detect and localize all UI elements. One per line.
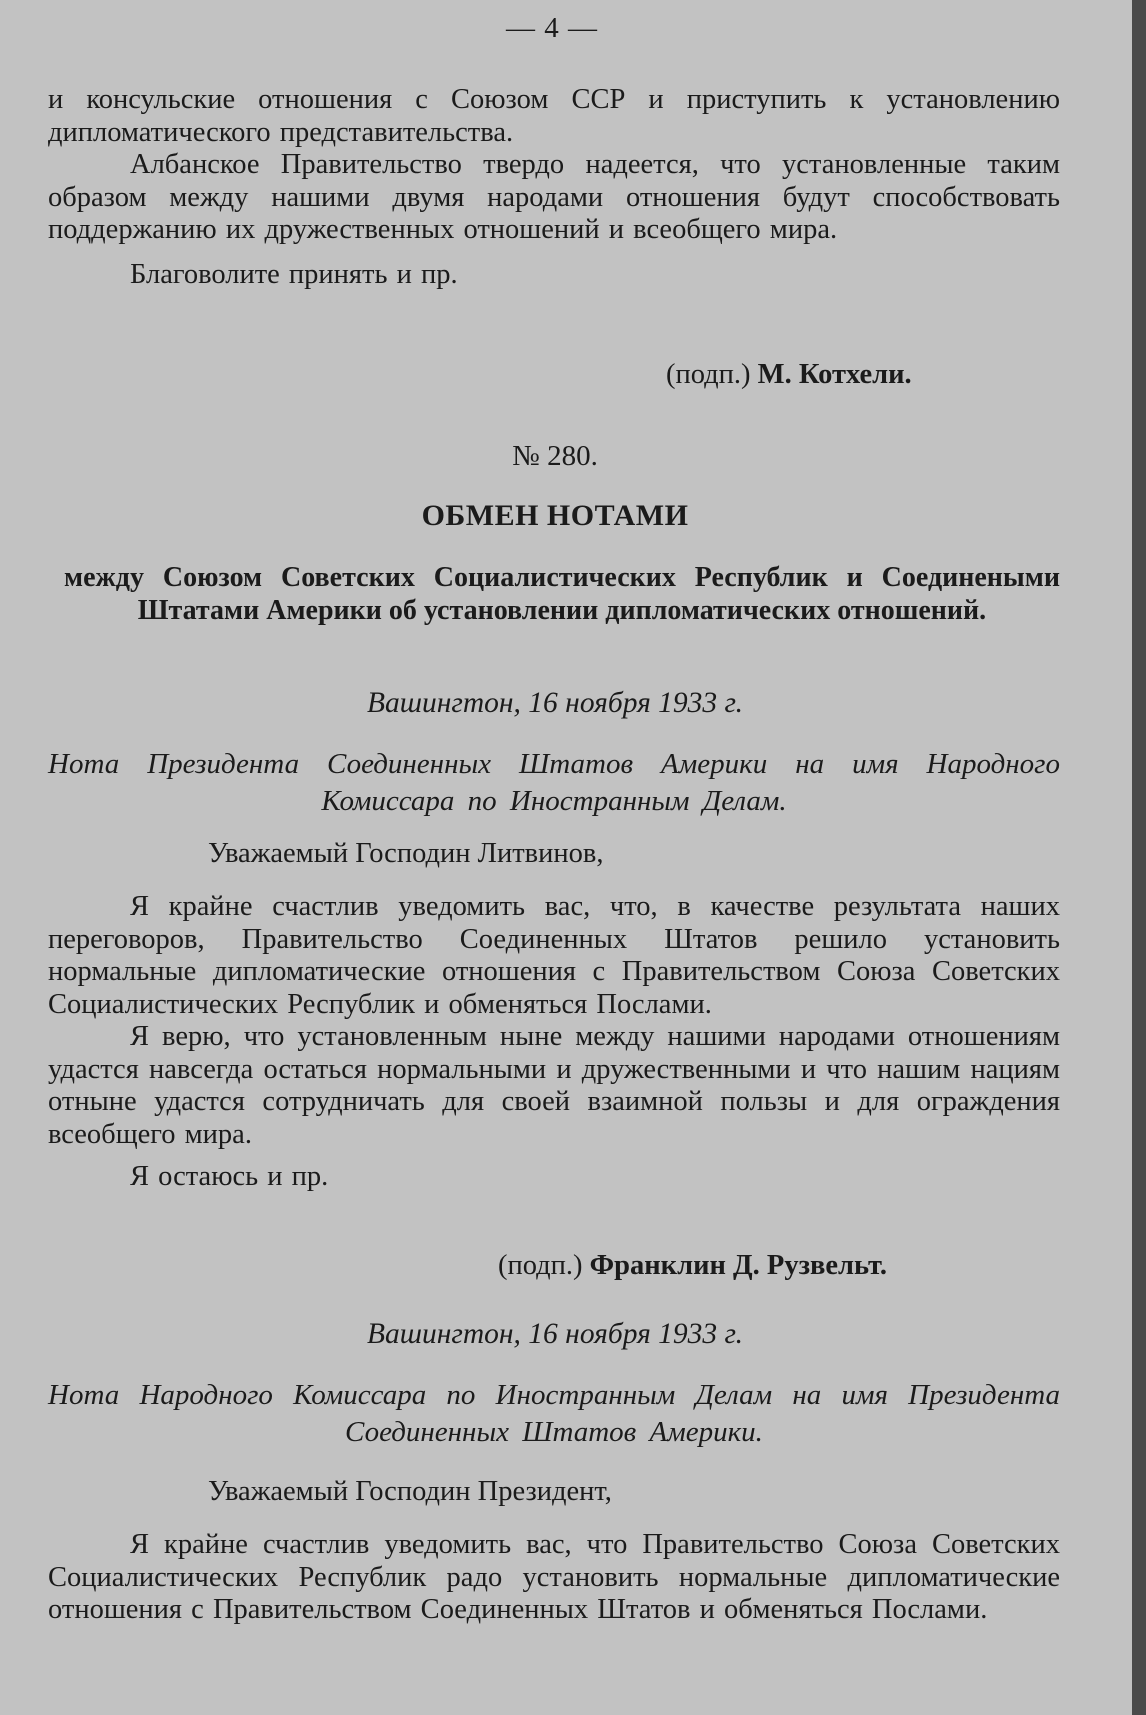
document-title: ОБМЕН НОТАМИ (421, 499, 689, 532)
signature-roosevelt (498, 1250, 887, 1282)
note-1-body (48, 891, 1060, 1194)
signature-prefix: (подп.) (498, 1250, 583, 1281)
closing-formula: Благоволите принять и пр. (130, 258, 458, 290)
note-2-body (48, 1529, 1060, 1627)
signature-name: М. Котхели. (757, 359, 912, 390)
signature-prefix: (подп.) (666, 359, 751, 390)
top-section (48, 84, 1060, 291)
page-number: — 4 — (506, 12, 598, 44)
signature-kotkheli (666, 359, 912, 391)
note-1-paragraph: Я крайне счастлив уведомить вас, что, в качестве результата наших переговоров, Правительство Соединенных Штатов решило установить нормальные дипломатические отношения с Правительством Союза Советских Социалистических Республик и обменяться Послами. (48, 891, 1060, 1020)
place-date-note-1: Вашингтон, 16 ноября 1933 г. (366, 687, 744, 719)
note-1-salutation: Уважаемый Господин Литвинов, (208, 838, 604, 869)
document-subtitle: между Союзом Советских Социалистических Республик и Соединеными Штатами Америки об установлении дипломатических отношений. (64, 562, 1060, 626)
note-2-heading: Нота Народного Комиссара по Иностранным Делам на имя Президента Соединенных Штатов Америки. (48, 1379, 1060, 1448)
albanian-government-paragraph: Албанское Правительство твердо надеется, что установленные таким образом между нашими двумя народами отношения будут способствовать поддержанию их дружественных отношений и всеобщего мира. (48, 149, 1060, 245)
note-1-paragraph: Я верю, что установленным ныне между нашими народами отношениям удастся навсегда остаться нормальными и дружественными и что нашим нациям отныне удастся сотрудничать для своей взаимной пользы и для ограждения всеобщего мира. (48, 1021, 1060, 1150)
note-1-heading: Нота Президента Соединенных Штатов Америки на имя Народного Комиссара по Иностранным Делам. (48, 748, 1060, 817)
note-1-closing: Я остаюсь и пр. (130, 1161, 329, 1192)
continuation-paragraph: и консульские отношения с Союзом ССР и приступить к установлению дипломатического представительства. (48, 84, 1060, 148)
place-date-note-2: Вашингтон, 16 ноября 1933 г. (366, 1318, 744, 1350)
note-2-paragraph: Я крайне счастлив уведомить вас, что Правительство Союза Советских Социалистических Республик радо установить нормальные дипломатические отношения с Правительством Соединенных Штатов и обменяться Послами. (48, 1529, 1060, 1625)
page-edge-shadow (1132, 0, 1146, 1715)
signature-name: Франклин Д. Рузвельт. (589, 1250, 888, 1281)
note-2-salutation: Уважаемый Господин Президент, (208, 1476, 612, 1507)
document-number: № 280. (512, 440, 598, 472)
